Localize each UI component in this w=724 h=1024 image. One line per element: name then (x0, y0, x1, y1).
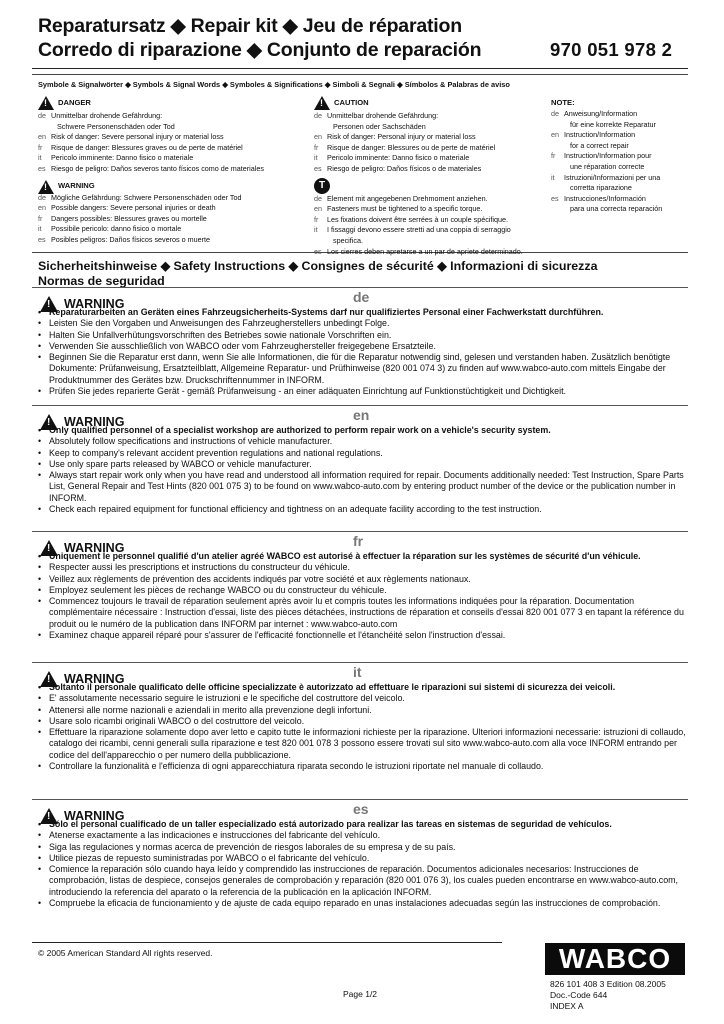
line-text: Pericolo imminente: Danno fisico o materiale (51, 153, 194, 163)
note-block (551, 98, 691, 215)
line-text: Possibile pericolo: danno fisico o mortale (51, 224, 182, 234)
instruction-item: • Check each repaired equipment for functional efficiency and tightness on an adequate facility according to the test instruction. (36, 504, 688, 515)
lang-code: en (314, 132, 322, 142)
wabco-logo: WABCO (545, 943, 685, 975)
line-text: corretta riparazione (570, 183, 632, 193)
warning-label: WARNING (64, 414, 125, 429)
symbol-line (551, 173, 691, 184)
instruction-item: • Halten Sie Unfallverhütungsvorschriften des Betriebes sowie nationale Vorschriften ein. (36, 330, 688, 341)
caution-label: CAUTION (334, 97, 369, 107)
instruction-item: • Comience la reparación sólo cuando haya leído y comprendido las instrucciones de reparación. Documentos adicionales necesarios: Instrucciones de comprobación, listas de despiece, consejos generales de comprobación y reparación (820 001 076 3), los cuales pueden encontrarse en www.wabco-auto.com, introduciendo la referencia del aparato o la referencia de la publicación en la aplicación INFORM. (36, 864, 688, 898)
line-text: Instruction/Information (564, 130, 636, 140)
symbol-line (314, 247, 554, 258)
danger-triangle-icon (38, 96, 54, 110)
warning-label: WARNING (64, 296, 125, 311)
line-text: Schwere Personenschäden oder Tod (57, 121, 175, 131)
section-language-code: es (353, 801, 369, 817)
section-language-code: en (353, 407, 370, 423)
line-text: une réparation correcte (570, 161, 645, 171)
title-line-1: Reparatursatz ◆ Repair kit ◆ Jeu de réparation (38, 15, 462, 37)
symbol-line (38, 143, 308, 154)
instruction-item: • Leisten Sie den Vorgaben und Anweisungen des Fahrzeugherstellers unbedingt Folge. (36, 318, 688, 329)
instruction-list (36, 682, 688, 772)
lang-code: es (314, 246, 322, 256)
doc-number: 826 101 408 3 Edition 08.2005 (550, 979, 666, 989)
symbol-line (551, 109, 691, 120)
lang-code: de (38, 192, 46, 202)
line-text: Posibles peligros: Daños físicos severos o muerte (51, 234, 210, 244)
symbol-line (314, 111, 554, 122)
line-text: Anweisung/Information (564, 109, 638, 118)
instruction-item: • Keep to company's relevant accident prevention regulations and national regulations. (36, 448, 688, 459)
safety-title-line-2: Normas de seguridad (38, 274, 165, 288)
instruction-item: • Controllare la funzionalità e l'efficienza di ogni apparecchiatura riparata secondo le istruzioni riportate nel manuale di collaudo. (36, 761, 688, 772)
symbol-line (38, 235, 308, 246)
part-number: 970 051 978 2 (550, 39, 673, 60)
header-rule (32, 68, 688, 69)
caution-triangle-icon (314, 96, 330, 110)
symbol-line (314, 132, 554, 143)
symbol-line (38, 111, 308, 122)
symbol-line (314, 204, 554, 215)
lang-code: de (314, 111, 322, 120)
warning-label: WARNING (64, 540, 125, 555)
lang-code: en (551, 130, 559, 140)
caution-lines (314, 111, 554, 175)
note-lines (551, 109, 691, 215)
line-text: Pericolo imminente: Danno fisico o materiale (327, 153, 470, 163)
instruction-item: • Effettuare la riparazione solamente dopo aver letto e capito tutte le informazioni richieste per la riparazione. Ulteriori informazioni necessarie: istruzioni di collaudo, catalogo dei ricambi, cenni generali sulla riparazione e test 820 001 078 3 possono essere trovati sul sito www.wabco-auto.com alla voce INFORM entrando per codice del dell'apparecchio o per numero della pubblicazione. (36, 727, 688, 761)
instruction-item: • Always start repair work only when you have read and understood all information required for repair. Documents additionally needed: Test Instruction, Spare Parts List, General Repair and Test Hints (820 001 075 3) to be found on www.wabco-auto.com by entering product number of the device or the publication number in INFORM. (36, 470, 688, 504)
danger-lines (38, 111, 308, 175)
instruction-item: • Veillez aux règlements de prévention des accidents indiqués par votre société et aux règlements nationaux. (36, 574, 688, 585)
lang-code: de (551, 109, 559, 118)
instruction-item: • Only qualified personnel of a specialist workshop are authorized to perform repair work on a vehicle's security system. (36, 425, 688, 436)
symbol-line (38, 164, 308, 175)
instruction-list (36, 307, 688, 397)
section-rule (32, 405, 688, 406)
line-text: Risk of danger: Personal injury or material loss (327, 132, 476, 142)
line-text: Unmittelbar drohende Gefährdung: (51, 111, 163, 120)
line-text: Instrucciones/Información (564, 193, 646, 203)
copyright: © 2005 American Standard All rights reserved. (38, 948, 213, 958)
line-text: Possible dangers: Severe personal injuries or death (51, 203, 216, 213)
instruction-item: • Siga las regulaciones y normas acerca de prevención de riesgos laborales de su empresa y de su país. (36, 842, 688, 853)
symbol-line (551, 194, 691, 205)
line-text: Risque de danger: Blessures graves ou de perte de matériel (51, 142, 243, 152)
danger-block (38, 96, 308, 246)
symbol-line (551, 141, 691, 152)
warning-label: WARNING (58, 181, 95, 191)
instruction-item: • Absolutely follow specifications and instructions of vehicle manufacturer. (36, 436, 688, 447)
title-line-2: Corredo di riparazione ◆ Conjunto de reparación (38, 39, 482, 61)
lang-code: fr (38, 213, 43, 223)
line-text: Dangers possibles: Blessures graves ou mortelle (51, 213, 207, 223)
line-text: specifica. (333, 235, 363, 245)
section-rule (32, 662, 688, 663)
symbol-line (551, 120, 691, 131)
symbol-line (314, 236, 554, 247)
lang-code: es (314, 163, 322, 173)
instruction-item: • Verwenden Sie ausschließlich von WABCO oder vom Fahrzeughersteller freigegebene Ersatzteile. (36, 341, 688, 352)
warning-label: WARNING (64, 808, 125, 823)
instruction-item: • Attenersi alle norme nazionali e aziendali in merito alla prevenzione degli infortuni. (36, 705, 688, 716)
line-text: Unmittelbar drohende Gefährdung: (327, 111, 439, 120)
instruction-item: • Usare solo ricambi originali WABCO o del costruttore del veicolo. (36, 716, 688, 727)
instruction-item: • Commencez toujours le travail de réparation seulement après avoir lu et compris toutes les informations indiquées pour la réparation. Documentation complémentaire nécessaire : Instruction d'essai, liste des pièces détachées, instructions de réparation et conseils d'essai 820 001 077 3 en tapant la référence du produit ou le numéro de la publication dans INFORM par internet : www.wabco-auto.com (36, 596, 688, 630)
section-rule (32, 799, 688, 800)
lang-code: de (38, 111, 46, 120)
symbols-heading: Symbole & Signalwörter ◆ Symbols & Signal Words ◆ Symboles & Significations ◆ Simboli & Segnali ◆ Símbolos & Palabras de aviso (38, 80, 510, 89)
safety-title-line-1: Sicherheitshinweise ◆ Safety Instructions ◆ Consignes de sécurité ◆ Informazioni di sicurezza (38, 259, 598, 273)
torque-icon: T (314, 178, 330, 194)
footer-rule (32, 942, 502, 943)
instruction-item: • Employez seulement les pièces de rechange WABCO ou du constructeur du véhicule. (36, 585, 688, 596)
lang-code: it (38, 224, 42, 234)
line-text: Istruzioni/Informazioni per una (564, 172, 661, 182)
doc-index: INDEX A (550, 1001, 584, 1011)
page-number: Page 1/2 (343, 989, 378, 999)
instruction-item: • Utilice piezas de repuesto suministradas por WABCO o el fabricante del vehículo. (36, 853, 688, 864)
warning-triangle-icon (38, 180, 54, 194)
line-text: für eine korrekte Reparatur (570, 119, 656, 129)
instruction-item: • Respecter aussi les prescriptions et instructions du constructeur du véhicule. (36, 562, 688, 573)
instruction-item: • Reparaturarbeiten an Geräten eines Fahrzeugsicherheits-Systems darf nur qualifiziertes Personal einer Fachwerkstatt durchführen. (36, 307, 688, 318)
symbol-line (314, 164, 554, 175)
symbol-line (38, 153, 308, 164)
symbol-line (38, 224, 308, 235)
symbol-line (551, 183, 691, 194)
lang-code: fr (551, 151, 556, 161)
warning-lines (38, 193, 308, 246)
symbol-line (551, 130, 691, 141)
instruction-list (36, 819, 688, 909)
line-text: Instruction/Information pour (564, 151, 652, 161)
lang-code: fr (314, 142, 319, 152)
instruction-item: • Prüfen Sie jedes reparierte Gerät - gemäß Prüfanweisung - an einer adäquaten Einrichtung auf Funktionstüchtigkeit und Dichtigkeit. (36, 386, 688, 397)
symbol-line (551, 204, 691, 215)
symbol-line (314, 122, 554, 133)
lang-code: es (551, 193, 559, 203)
line-text: para una correcta reparación (570, 204, 663, 214)
line-text: for a correct repair (570, 140, 629, 150)
symbol-line (314, 194, 554, 205)
warning-label: WARNING (64, 671, 125, 686)
line-text: Los cierres deben apretarse a un par de apriete determinado. (327, 246, 523, 256)
symbol-line (314, 143, 554, 154)
line-text: Risk of danger: Severe personal injury or material loss (51, 132, 224, 142)
section-rule (32, 287, 688, 288)
symbol-line (551, 162, 691, 173)
lang-code: de (314, 193, 322, 203)
symbol-line (551, 151, 691, 162)
symbol-line (314, 153, 554, 164)
lang-code: en (38, 203, 46, 213)
caution-block (314, 96, 554, 257)
instruction-item: • Examinez chaque appareil réparé pour s'assurer de l'efficacité fonctionnelle et l'étanchéité selon l'instruction d'essai. (36, 630, 688, 641)
lang-code: it (38, 153, 42, 163)
section-rule (32, 531, 688, 532)
note-label: NOTE: (551, 98, 575, 107)
lang-code: fr (38, 142, 43, 152)
instruction-item: • Soltanto il personale qualificato delle officine specializzate è autorizzato ad effettuare le riparazioni sui sistemi di sicurezza dei veicoli. (36, 682, 688, 693)
instruction-item: • E' assolutamente necessario seguire le istruzioni e le specifiche del costruttore del veicolo. (36, 693, 688, 704)
instruction-item: • Sólo el personal cualificado de un taller especializado está autorizado para realizar las tareas en sistemas de seguridad de vehículos. (36, 819, 688, 830)
line-text: Mögliche Gefährdung: Schwere Personenschäden oder Tod (51, 192, 242, 202)
instruction-item: • Atenerse exactamente a las indicaciones e instrucciones del fabricante del vehículo. (36, 830, 688, 841)
line-text: Les fixations doivent être serrées à un couple spécifique. (327, 214, 508, 224)
section-language-code: fr (353, 533, 364, 549)
lang-code: it (314, 153, 318, 163)
symbol-line (38, 122, 308, 133)
line-text: Element mit angegebenen Drehmoment anziehen. (327, 193, 488, 203)
lang-code: en (314, 204, 322, 214)
lang-code: es (38, 234, 46, 244)
instruction-list (36, 551, 688, 641)
lang-code: en (38, 132, 46, 142)
lang-code: es (38, 163, 46, 173)
symbol-line (314, 215, 554, 226)
instruction-item: • Uniquement le personnel qualifié d'un atelier agréé WABCO est autorisé à effectuer la réparation sur les systèmes de sécurité d'un véhicule. (36, 551, 688, 562)
instruction-item: • Use only spare parts released by WABCO or vehicle manufacturer. (36, 459, 688, 470)
instruction-item: • Beginnen Sie die Reparatur erst dann, wenn Sie alle Informationen, die für die Reparatur notwendig sind, gelesen und verstanden haben. Zusätzlich benötigte Dokumente: Prüfanweisung, Ersatzteilblatt, Allgemeine Reparatur- und Prüfhinweise (820 001 074 3) zu finden auf www.wabco-auto.com mittels Eingabe der Produktnummer des Gerätes bzw. Druckschriftennummer in INFORM. (36, 352, 688, 386)
section-language-code: it (353, 664, 362, 680)
symbol-line (38, 193, 308, 204)
doc-code: Doc.-Code 644 (550, 990, 608, 1000)
symbol-line (314, 225, 554, 236)
section-language-code: de (353, 289, 370, 305)
torque-lines (314, 194, 554, 258)
line-text: Riesgo de peligro: Daños severos tanto físicos como de materiales (51, 163, 264, 173)
instruction-list (36, 425, 688, 515)
symbol-line (38, 214, 308, 225)
line-text: Fasteners must be tightened to a specific torque. (327, 204, 483, 214)
symbol-line (38, 132, 308, 143)
symbol-line (38, 203, 308, 214)
instruction-item: • Compruebe la eficacia de funcionamiento y de ajuste de cada equipo reparado en unas instalaciones adecuadas según las instrucciones de comprobación. (36, 898, 688, 909)
line-text: Riesgo de peligro: Daños físicos o de materiales (327, 163, 482, 173)
line-text: Personen oder Sachschäden (333, 121, 426, 131)
lang-code: fr (314, 214, 319, 224)
lang-code: it (314, 225, 318, 235)
line-text: I fissaggi devono essere stretti ad una coppia di serraggio (327, 225, 511, 235)
lang-code: it (551, 172, 555, 182)
line-text: Risque de danger: Blessures ou de perte de matériel (327, 142, 496, 152)
danger-label: DANGER (58, 97, 91, 107)
